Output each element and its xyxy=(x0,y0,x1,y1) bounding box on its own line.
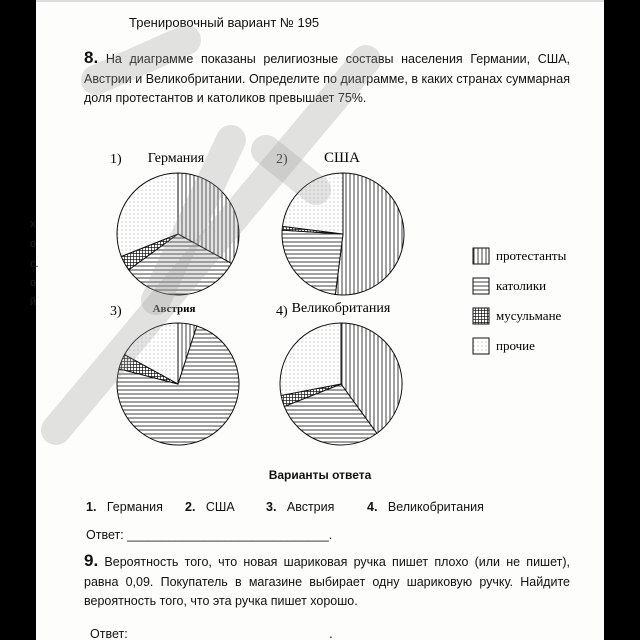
pie-charts xyxy=(36,0,604,470)
variant-3-num: 3. xyxy=(266,500,277,514)
legend-swatch-muslims xyxy=(473,308,489,324)
question-8-number: 8. xyxy=(84,48,99,67)
pie-2-slice-other xyxy=(282,173,343,234)
variant-2-label: США xyxy=(205,500,235,514)
pie-2-title: США xyxy=(324,150,360,166)
pie-3 xyxy=(110,303,239,445)
legend-label-protestants: протестанты xyxy=(496,248,567,263)
variant-2[interactable] xyxy=(185,500,235,514)
answer-9-end: . xyxy=(329,627,333,640)
answer-8-end: . xyxy=(328,528,333,542)
pie-4-title: Великобритания xyxy=(291,301,391,316)
variant-4-num: 4. xyxy=(367,500,378,514)
legend-label-muslims: мусульмане xyxy=(496,308,562,323)
answer-8-line[interactable] xyxy=(86,528,332,542)
answer-9-label: Ответ: xyxy=(90,627,128,640)
variant-4[interactable] xyxy=(367,500,484,514)
answer-8-label: Ответ: xyxy=(86,528,124,542)
edge-fragment: с. xyxy=(30,258,39,270)
document-page xyxy=(36,0,604,640)
pie-4 xyxy=(276,301,402,445)
variant-3[interactable] xyxy=(266,500,334,514)
pie-3-index: 3) xyxy=(110,304,122,319)
answer-8-blank[interactable]: _____________________________ xyxy=(127,528,329,542)
question-8-text: На диаграмме показаны религиозные составы населения Германии, США, Австрии и Великобритании. Определите по диаграмме, в каких странах суммарная доля протестантов и католиков превышает 75%. xyxy=(84,52,571,105)
pie-2 xyxy=(276,150,404,295)
variant-3-label: Австрия xyxy=(286,500,335,514)
variant-1-num: 1. xyxy=(86,500,97,514)
variant-4-label: Великобритания xyxy=(387,500,484,514)
variant-1[interactable] xyxy=(86,500,163,514)
edge-fragment: о xyxy=(30,277,37,289)
pie-2-slice-catholics xyxy=(282,230,343,294)
pie-2-slice-protestants xyxy=(335,173,404,295)
pie-2-index: 2) xyxy=(276,152,288,167)
pie-4-index: 4) xyxy=(276,304,288,319)
pie-3-title: Австрия xyxy=(152,303,196,315)
variants-title: Варианты ответа xyxy=(268,468,372,482)
edge-fragment: о xyxy=(30,238,37,250)
pie-1-index: 1) xyxy=(110,152,122,167)
pie-4-slice-other xyxy=(280,323,341,395)
legend-swatch-catholics xyxy=(473,278,489,294)
edge-fragment: й xyxy=(30,296,37,308)
legend-label-other: прочие xyxy=(496,338,535,353)
question-9-number: 9. xyxy=(84,551,99,570)
variant-2-num: 2. xyxy=(185,500,196,514)
document-header: Тренировочный вариант № 195 xyxy=(129,15,320,30)
legend-swatch-protestants xyxy=(473,248,489,264)
legend-label-catholics: католики xyxy=(496,278,547,293)
variant-1-label: Германия xyxy=(106,500,163,514)
answer-9-line[interactable] xyxy=(90,627,333,640)
edge-fragment: х xyxy=(30,218,36,230)
pie-1 xyxy=(110,151,239,295)
legend-swatch-other xyxy=(473,338,489,354)
question-9-text: Вероятность того, что новая шариковая ручка пишет плохо (или не пишет), равна 0,09. Покупатель в магазине выбирает одну шариковую ручку. Найдите вероятность того, что эта ручка пишет хорошо. xyxy=(84,555,570,608)
pie-1-title: Германия xyxy=(147,151,205,166)
question-9 xyxy=(84,551,570,612)
